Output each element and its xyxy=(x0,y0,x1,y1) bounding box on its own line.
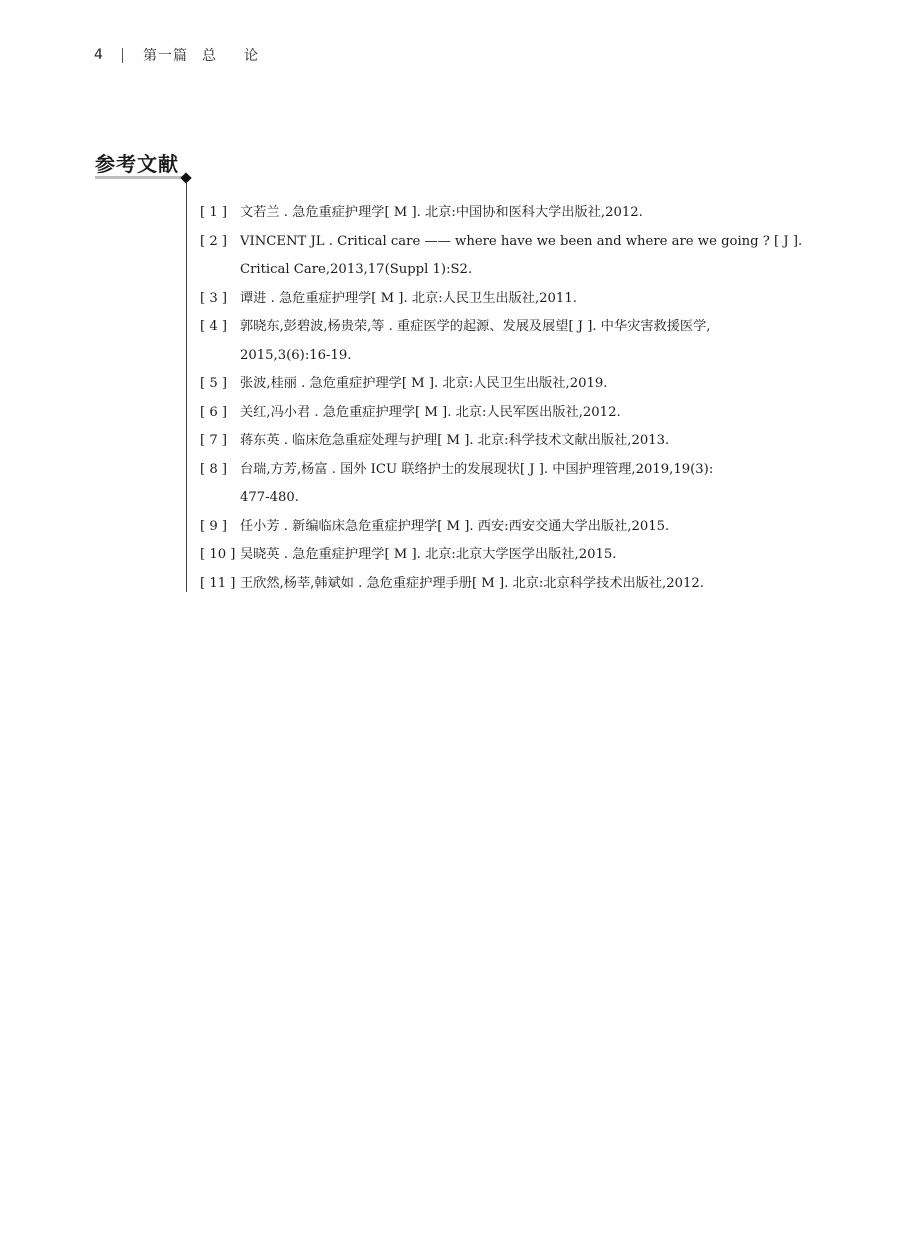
reference-left-rule xyxy=(186,182,187,592)
page-number: 4 xyxy=(94,47,103,63)
reference-list xyxy=(200,199,803,598)
reference-item xyxy=(200,399,790,428)
reference-number: [ 10 ] xyxy=(200,547,236,562)
reference-line: 关红,冯小君 . 急危重症护理学[ M ]. 北京:人民军医出版社,2012. xyxy=(240,404,621,420)
reference-line: 文若兰 . 急危重症护理学[ M ]. 北京:中国协和医科大学出版社,2012. xyxy=(240,205,643,220)
reference-number: [ 6 ] xyxy=(200,404,228,420)
reference-item xyxy=(200,370,790,399)
header-separator xyxy=(122,48,123,63)
reference-item xyxy=(200,513,790,542)
reference-number: [ 5 ] xyxy=(200,376,228,391)
reference-text xyxy=(240,570,790,599)
reference-text xyxy=(240,370,790,399)
title-underline xyxy=(95,176,183,179)
reference-item xyxy=(200,199,790,228)
reference-text xyxy=(240,399,790,428)
reference-line: 谭进 . 急危重症护理学[ M ]. 北京:人民卫生出版社,2011. xyxy=(240,290,577,306)
reference-line: 蒋东英 . 临床危急重症处理与护理[ M ]. 北京:科学技术文献出版社,2013. xyxy=(240,433,670,448)
reference-number: [ 7 ] xyxy=(200,433,228,448)
reference-text xyxy=(240,541,790,570)
reference-number: [ 8 ] xyxy=(200,461,228,477)
reference-item xyxy=(200,456,790,513)
section-title: 参考文献 xyxy=(95,152,179,176)
reference-text xyxy=(240,513,790,542)
reference-item xyxy=(200,313,790,370)
reference-item xyxy=(200,427,790,456)
reference-number: [ 11 ] xyxy=(200,575,236,591)
reference-item xyxy=(200,285,790,314)
reference-line: Critical Care,2013,17(Suppl 1):S2. xyxy=(240,262,473,277)
reference-number: [ 3 ] xyxy=(200,290,228,306)
reference-number: [ 2 ] xyxy=(200,233,228,249)
reference-item xyxy=(200,228,803,285)
reference-line: 2015,3(6):16-19. xyxy=(240,347,352,363)
chapter-label: 总论 xyxy=(202,48,286,64)
reference-item xyxy=(200,570,790,599)
reference-line: 郭晓东,彭碧波,杨贵荣,等 . 重症医学的起源、发展及展望[ J ]. 中华灾害救援医学, xyxy=(240,319,711,334)
part-label: 第一篇 xyxy=(143,48,188,64)
reference-line: 477-480. xyxy=(240,490,299,505)
reference-text xyxy=(240,199,790,228)
reference-line: 台瑞,方芳,杨富 . 国外 ICU 联络护士的发展现状[ J ]. 中国护理管理,2019,19(3): xyxy=(240,461,714,477)
reference-number: [ 1 ] xyxy=(200,205,228,220)
reference-number: [ 9 ] xyxy=(200,518,228,534)
reference-text xyxy=(240,228,802,285)
reference-line: 任小芳 . 新编临床急危重症护理学[ M ]. 西安:西安交通大学出版社,2015. xyxy=(240,518,670,534)
reference-line: 王欣然,杨莘,韩斌如 . 急危重症护理手册[ M ]. 北京:北京科学技术出版社,2012. xyxy=(240,575,704,591)
reference-text xyxy=(240,456,790,513)
running-head xyxy=(94,44,286,66)
reference-line: VINCENT JL . Critical care —— where have we been and where are we going ? [ J ]. xyxy=(240,233,803,249)
reference-text xyxy=(240,427,790,456)
reference-text xyxy=(240,285,790,314)
reference-text xyxy=(240,313,790,370)
reference-line: 吴晓英 . 急危重症护理学[ M ]. 北京:北京大学医学出版社,2015. xyxy=(240,547,617,562)
reference-line: 张波,桂丽 . 急危重症护理学[ M ]. 北京:人民卫生出版社,2019. xyxy=(240,376,608,391)
reference-number: [ 4 ] xyxy=(200,319,228,334)
reference-item xyxy=(200,541,790,570)
